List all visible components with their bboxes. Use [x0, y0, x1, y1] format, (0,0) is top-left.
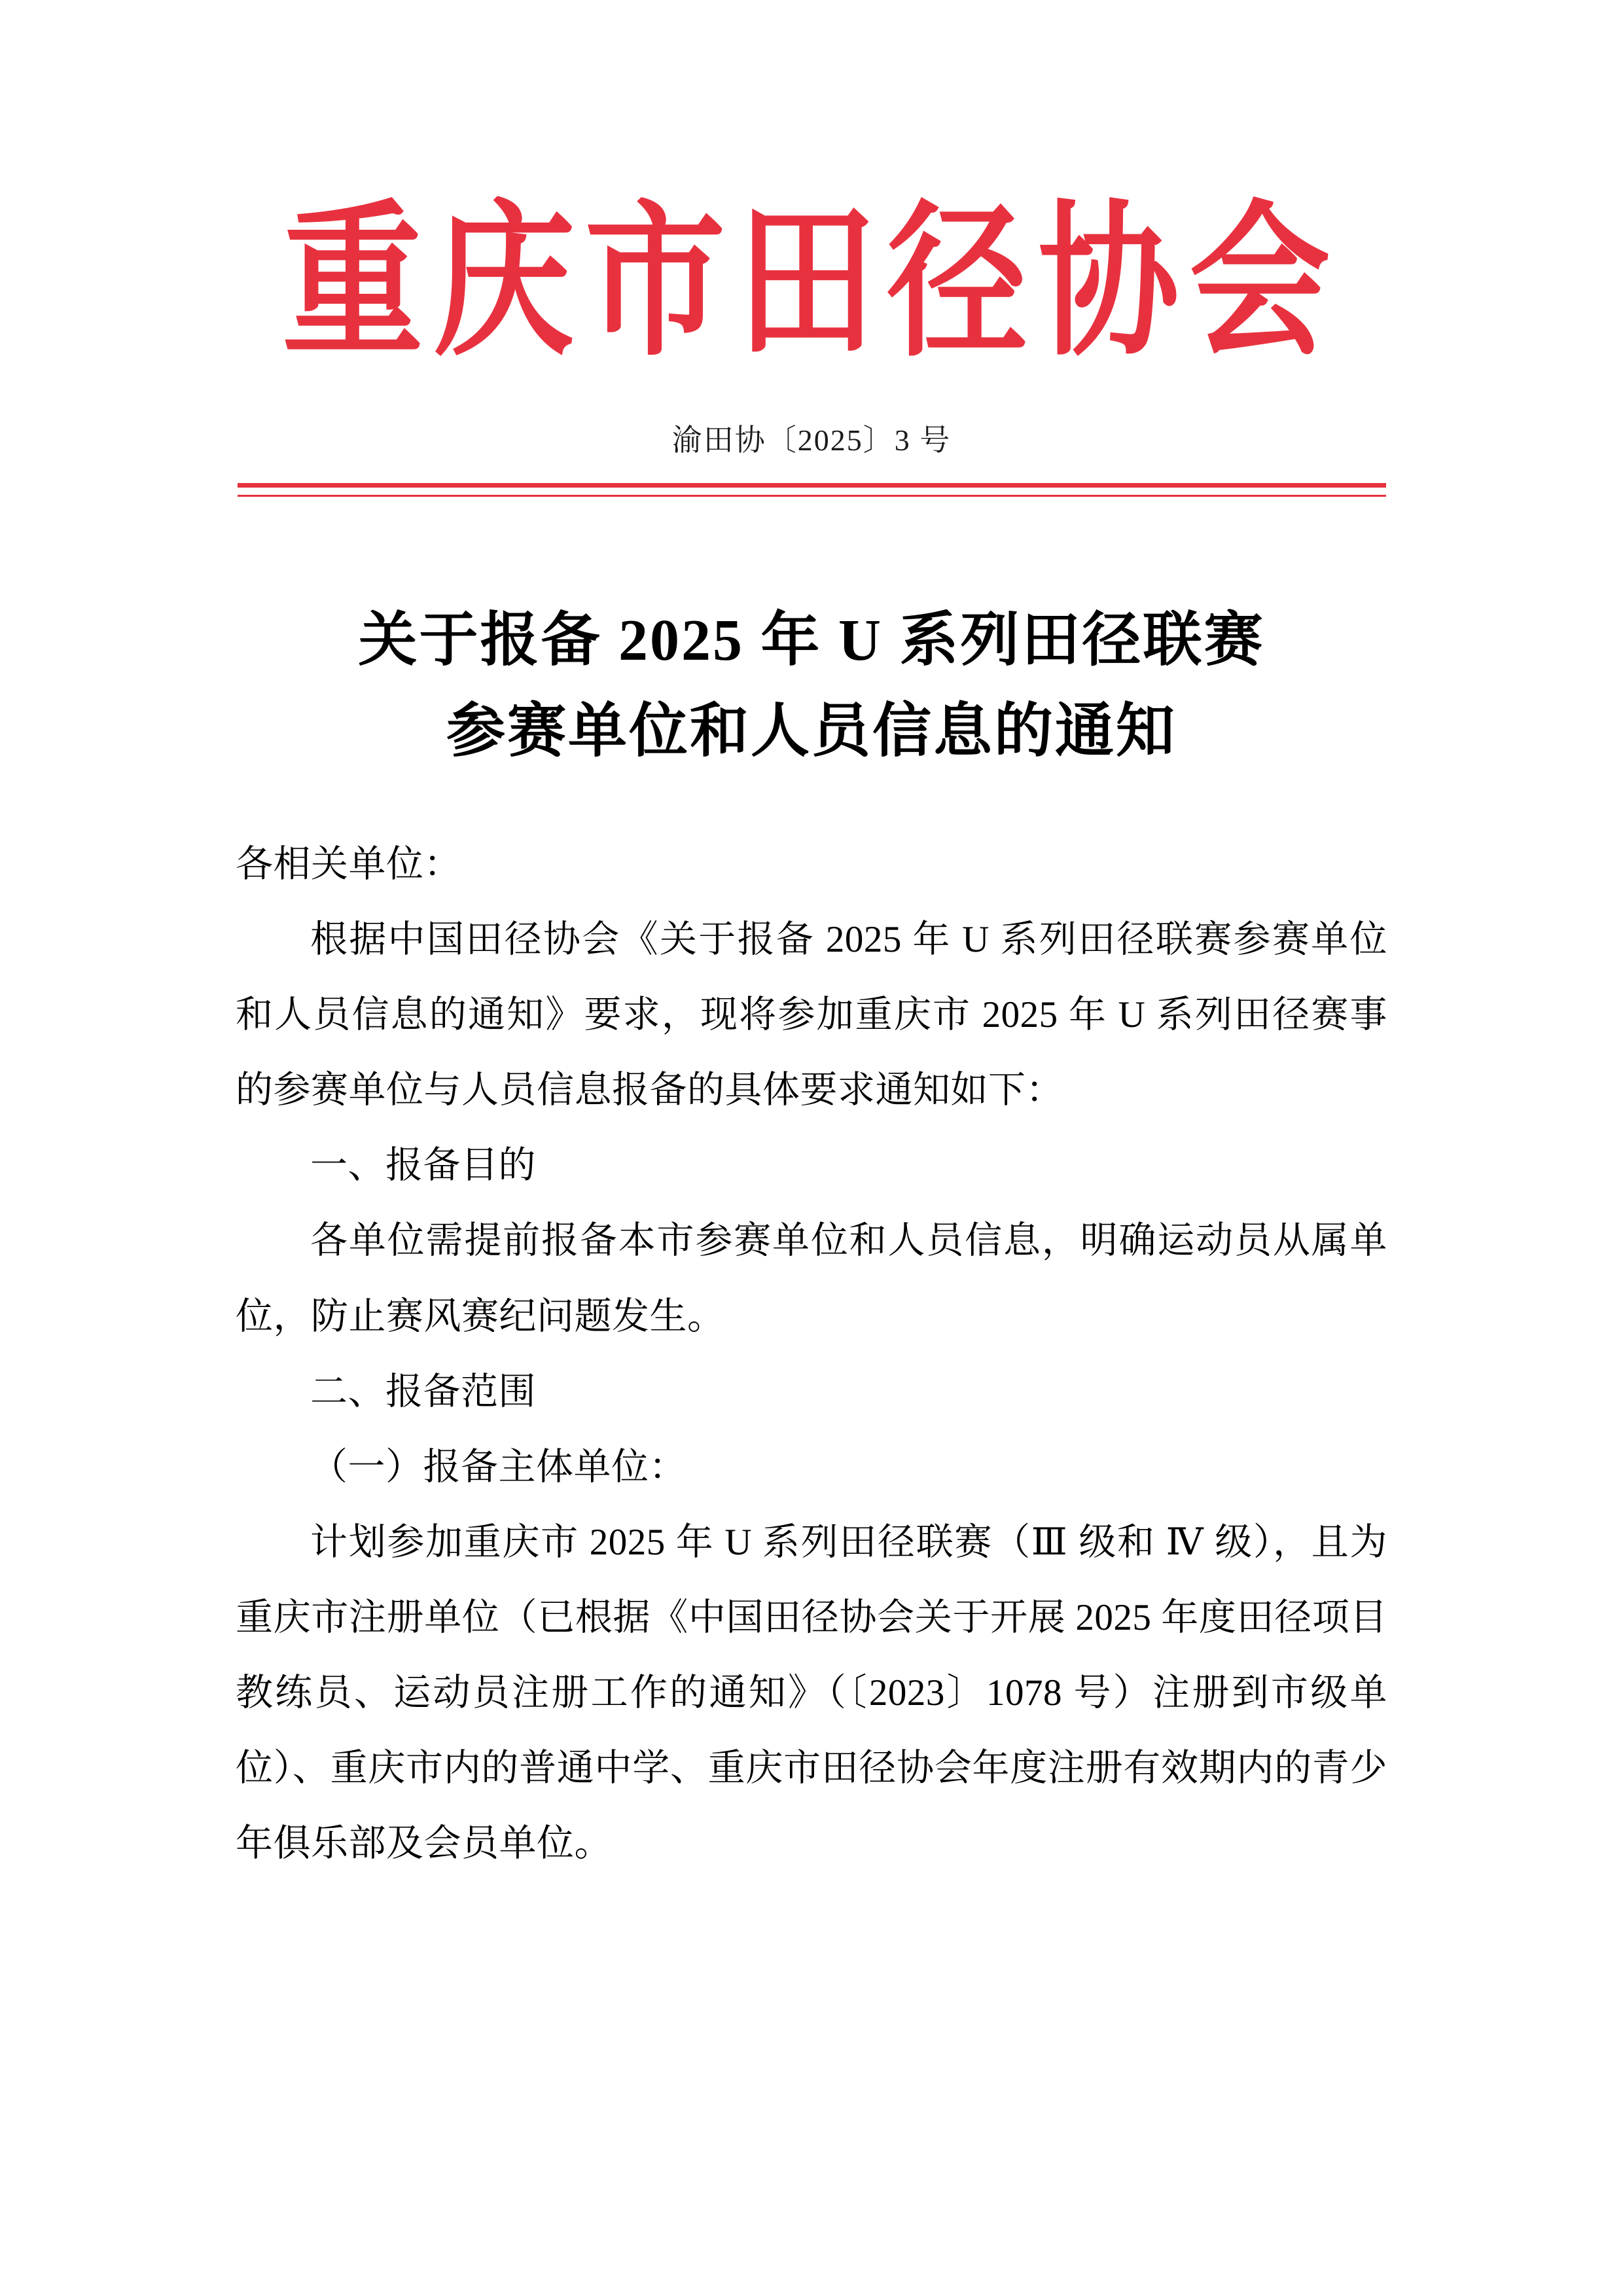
paragraph-intro: 根据中国田径协会《关于报备 2025 年 U 系列田径联赛参赛单位和人员信息的通知》要求，现将参加重庆市 2025 年 U 系列田径赛事的参赛单位与人员信息报备的具体要求通知如下：: [236, 918, 1387, 1111]
divider-thick-line: [238, 483, 1386, 488]
page-title: [255, 595, 1368, 778]
document-number: 渝田协〔2025〕3 号: [671, 423, 952, 457]
organization-title: 重庆市田径协会: [282, 190, 1341, 376]
heading-section-1: 一、报备目的: [310, 1145, 536, 1187]
salutation: 各相关单位：: [236, 843, 461, 885]
heading-section-2: 二、报备范围: [310, 1371, 536, 1412]
page-title-line-1: 关于报备 2025 年 U 系列田径联赛: [358, 607, 1265, 673]
header-divider: [238, 483, 1386, 497]
paragraph-section-2-sub-1-body: 计划参加重庆市 2025 年 U 系列田径联赛（Ⅲ 级和 Ⅳ 级），且为重庆市注册单位（已根据《中国田径协会关于开展 2025 年度田径项目教练员、运动员注册工作的通知》（〔2023〕1078 号）注册到市级单位）、重庆市内的普通中学、重庆市田径协会年度注册有效期内的青少年俱乐部及会员单位。: [236, 1521, 1387, 1865]
page-title-line-2: 参赛单位和人员信息的通知: [446, 699, 1177, 764]
document-body: [236, 827, 1387, 1882]
divider-thin-line: [238, 495, 1386, 497]
letterhead: [0, 0, 1623, 497]
heading-section-2-sub-1: （一）报备主体单位：: [310, 1446, 687, 1488]
paragraph-section-1-body: 各单位需提前报备本市参赛单位和人员信息，明确运动员从属单位，防止赛风赛纪问题发生。: [236, 1220, 1387, 1337]
